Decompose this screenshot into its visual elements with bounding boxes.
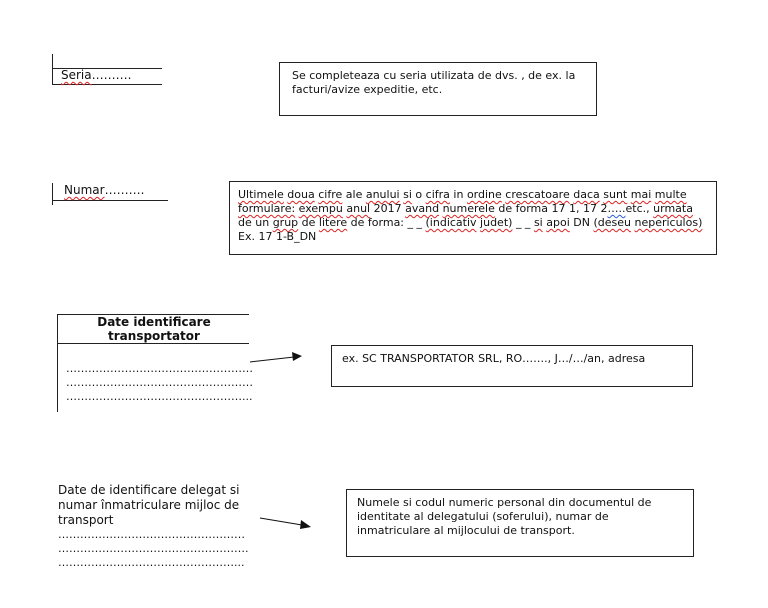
transportator-note-text: ex. SC TRANSPORTATOR SRL, RO……., J…/…/an, adresa xyxy=(342,352,646,365)
delegat-arrow-icon xyxy=(258,512,314,532)
delegat-dots-2: ……………………………………………. xyxy=(58,542,249,555)
numar-field xyxy=(64,183,144,197)
transportator-dots-3: …………………………………………... xyxy=(66,390,253,403)
numar-note-text: Ultimele doua cifre ale anului si o cifra in ordine crescatoare daca sunt mai multe formulare: exempu anul 2017 avand numerele de forma 17 1, 17 2…..etc., urmata de un grup de litere de forma: _ _ (indicativ judet) _ _ si apoi DN (deseu nepericulos) Ex. 17 1-B_DN xyxy=(238,188,703,243)
seria-note-box xyxy=(279,62,597,116)
numar-dots: ………. xyxy=(104,183,145,197)
numar-label: Numar xyxy=(64,183,105,197)
seria-note-text: Se completeaza cu seria utilizata de dvs. , de ex. la facturi/avize expeditie, etc. xyxy=(292,69,576,96)
transportator-dots-1: …………………………………………… xyxy=(66,362,253,375)
seria-bottom-border xyxy=(52,84,162,85)
transportator-arrow-icon xyxy=(248,350,304,366)
seria-dots: ………. xyxy=(91,68,132,82)
numar-bottom-border xyxy=(52,200,168,201)
delegat-note-box xyxy=(346,489,694,557)
seria-field xyxy=(61,68,131,82)
seria-label: Seria xyxy=(61,68,92,82)
delegat-dots-1: …………………………………………… xyxy=(58,528,245,541)
transportator-heading-border xyxy=(57,343,249,344)
delegat-heading: Date de identificare delegat si numar înmatriculare mijloc de transport xyxy=(58,483,240,527)
transportator-note-box xyxy=(331,345,693,387)
transportator-heading: Date identificare transportator xyxy=(97,315,211,343)
transportator-dots-2: …………………………………………… xyxy=(66,376,253,389)
numar-note-box xyxy=(229,181,717,255)
numar-left-border xyxy=(52,183,53,205)
delegat-note-text: Numele si codul numeric personal din documentul de identitate al delegatului (soferului), numar de inmatriculare al mijlocului de transport. xyxy=(357,496,652,537)
transportator-left-border xyxy=(57,314,58,412)
delegat-dots-3: …………………………………………... xyxy=(58,556,245,569)
seria-left-border xyxy=(52,54,53,84)
